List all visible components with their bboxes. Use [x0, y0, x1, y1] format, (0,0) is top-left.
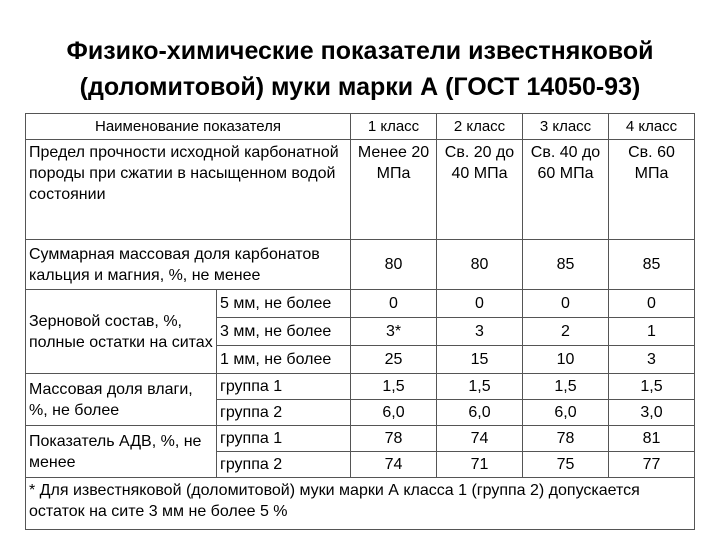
- strength-class-3: Св. 40 до 60 МПа: [523, 140, 609, 240]
- table-row-moisture-group-1: [26, 374, 695, 400]
- moisture-g1-class-2: 1,5: [437, 374, 523, 400]
- grain-5mm-class-2: 0: [437, 290, 523, 318]
- moisture-g1-class-1: 1,5: [351, 374, 437, 400]
- adv-g1-class-4: 81: [609, 426, 695, 452]
- carbonates-class-2: 80: [437, 240, 523, 290]
- header-row: [26, 114, 695, 140]
- adv-g1-class-3: 78: [523, 426, 609, 452]
- grain-1mm-class-2: 15: [437, 346, 523, 374]
- carbonates-label: Суммарная массовая доля карбонатов кальция и магния, %, не менее: [26, 240, 351, 290]
- table-row-strength: [26, 140, 695, 240]
- grain-3mm-class-2: 3: [437, 318, 523, 346]
- title-line-1: Физико-химические показатели известняковой: [66, 37, 654, 65]
- carbonates-class-1: 80: [351, 240, 437, 290]
- moisture-g2-class-2: 6,0: [437, 400, 523, 426]
- title-line-2: (доломитовой) муки марки А (ГОСТ 14050-93): [79, 73, 641, 101]
- table-row-adv-group-1: [26, 426, 695, 452]
- grain-3mm-class-1: 3*: [351, 318, 437, 346]
- header-class-4: 4 класс: [609, 114, 695, 140]
- grain-1mm-class-3: 10: [523, 346, 609, 374]
- strength-class-4: Св. 60 МПа: [609, 140, 695, 240]
- moisture-label: Массовая доля влаги, %, не более: [26, 374, 217, 426]
- grain-1mm-class-1: 25: [351, 346, 437, 374]
- grain-sub-1mm: 1 мм, не более: [217, 346, 351, 374]
- table-row-grain-5mm: [26, 290, 695, 318]
- grain-5mm-class-4: 0: [609, 290, 695, 318]
- header-name: Наименование показателя: [26, 114, 351, 140]
- adv-g1-class-1: 78: [351, 426, 437, 452]
- moisture-g2-class-4: 3,0: [609, 400, 695, 426]
- strength-class-1: Менее 20 МПа: [351, 140, 437, 240]
- table-row-footnote: [26, 478, 695, 530]
- adv-sub-group-1: группа 1: [217, 426, 351, 452]
- adv-g2-class-4: 77: [609, 452, 695, 478]
- header-class-3: 3 класс: [523, 114, 609, 140]
- moisture-sub-group-2: группа 2: [217, 400, 351, 426]
- header-class-2: 2 класс: [437, 114, 523, 140]
- grain-5mm-class-1: 0: [351, 290, 437, 318]
- grain-label: Зерновой состав, %, полные остатки на ситах: [26, 290, 217, 374]
- moisture-g2-class-3: 6,0: [523, 400, 609, 426]
- adv-g2-class-1: 74: [351, 452, 437, 478]
- adv-g1-class-2: 74: [437, 426, 523, 452]
- page-title: [0, 33, 720, 105]
- strength-class-2: Св. 20 до 40 МПа: [437, 140, 523, 240]
- grain-sub-5mm: 5 мм, не более: [217, 290, 351, 318]
- header-class-1: 1 класс: [351, 114, 437, 140]
- carbonates-class-4: 85: [609, 240, 695, 290]
- adv-label: Показатель АДВ, %, не менее: [26, 426, 217, 478]
- footnote: * Для известняковой (доломитовой) муки марки А класса 1 (группа 2) допускается остаток на сите 3 мм не более 5 %: [26, 478, 695, 530]
- grain-3mm-class-4: 1: [609, 318, 695, 346]
- indicators-table: [25, 113, 695, 530]
- grain-1mm-class-4: 3: [609, 346, 695, 374]
- adv-sub-group-2: группа 2: [217, 452, 351, 478]
- moisture-g2-class-1: 6,0: [351, 400, 437, 426]
- grain-3mm-class-3: 2: [523, 318, 609, 346]
- moisture-g1-class-4: 1,5: [609, 374, 695, 400]
- grain-sub-3mm: 3 мм, не более: [217, 318, 351, 346]
- table-row-carbonates: [26, 240, 695, 290]
- grain-5mm-class-3: 0: [523, 290, 609, 318]
- strength-label: Предел прочности исходной карбонатной породы при сжатии в насыщенном водой состоянии: [26, 140, 351, 240]
- adv-g2-class-2: 71: [437, 452, 523, 478]
- moisture-sub-group-1: группа 1: [217, 374, 351, 400]
- adv-g2-class-3: 75: [523, 452, 609, 478]
- moisture-g1-class-3: 1,5: [523, 374, 609, 400]
- carbonates-class-3: 85: [523, 240, 609, 290]
